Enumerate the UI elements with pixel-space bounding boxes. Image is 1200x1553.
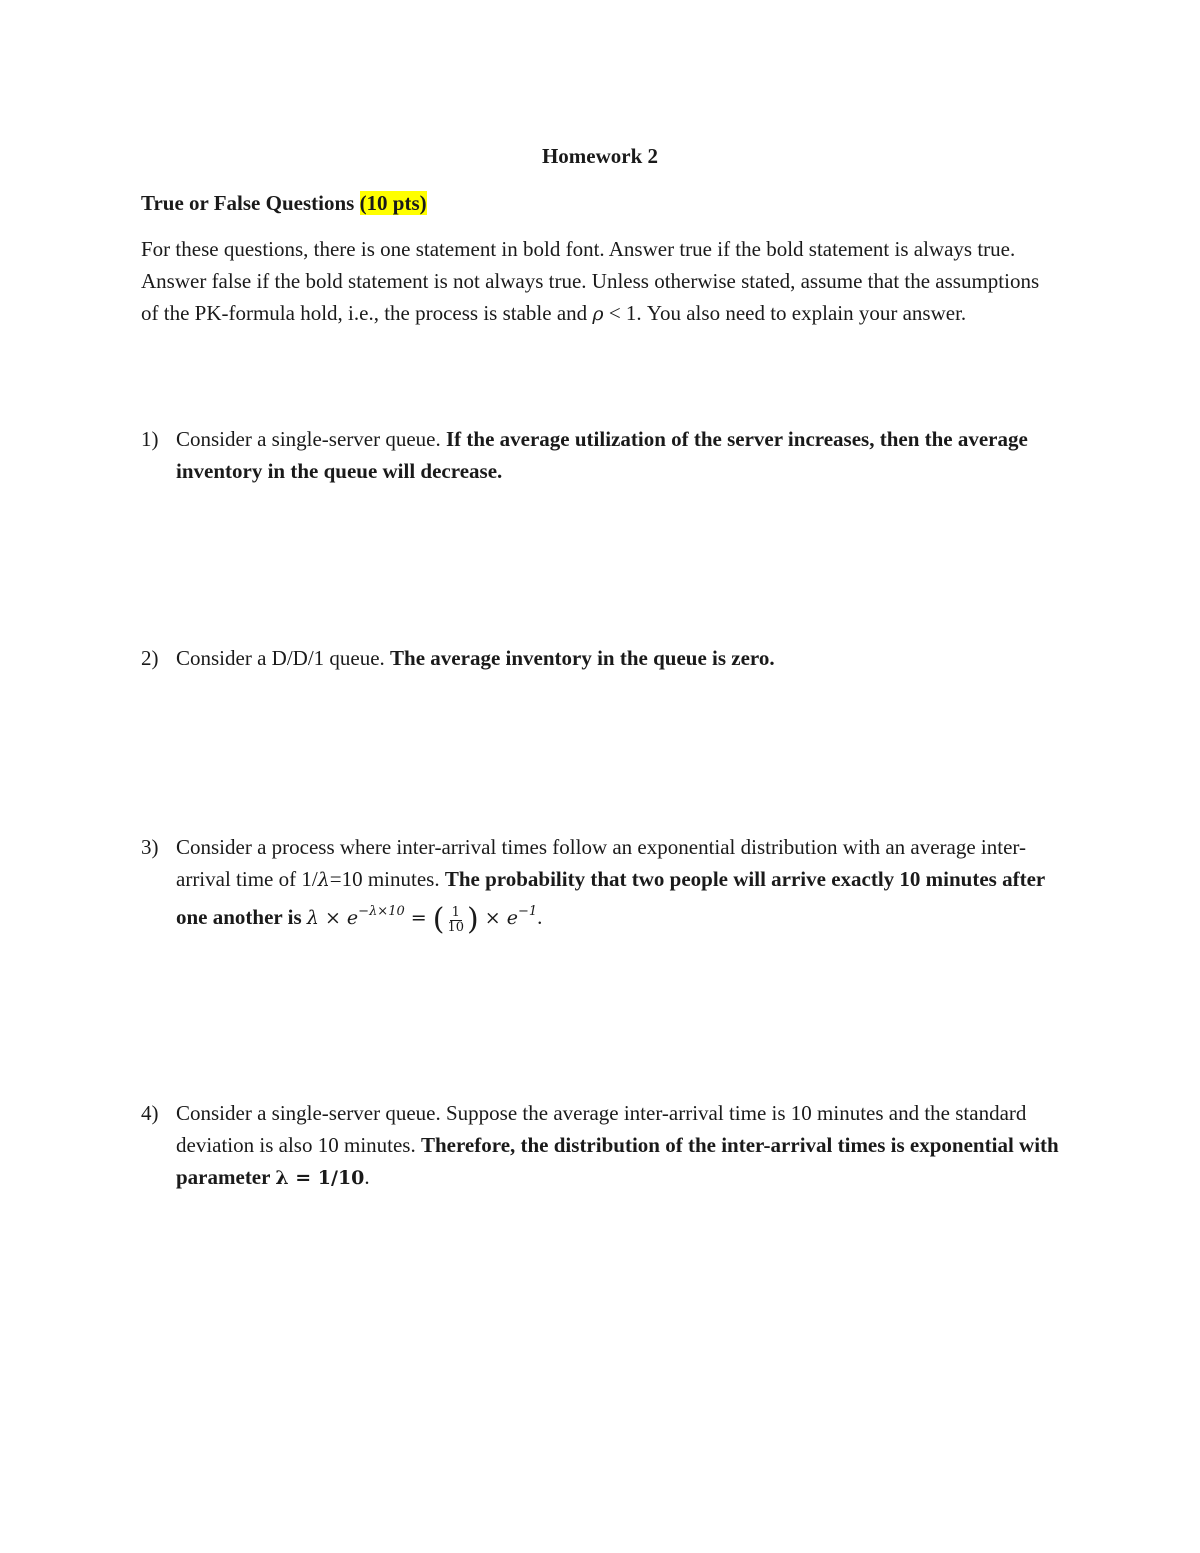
formula-equals: = xyxy=(404,907,433,929)
lambda-symbol: λ xyxy=(317,869,330,891)
question-text: Consider a D/D/1 queue. xyxy=(176,646,391,670)
page-title: Homework 2 xyxy=(541,144,659,168)
rho-condition: < 1 xyxy=(603,301,637,325)
question-number: 2) xyxy=(141,646,159,670)
formula-lhs: λ × e xyxy=(306,907,359,929)
fraction-denominator: 10 xyxy=(447,919,465,935)
section-heading-text: True or False Questions xyxy=(141,191,360,215)
question-statement: Therefore, the distribution of the inter-arrival times is exponential with parameter xyxy=(176,1133,1059,1189)
formula-exponent-2: −1 xyxy=(517,904,538,919)
question-text: Consider a process where inter-arrival times follow an exponential distribution with an average inter-arrival time of 1/ xyxy=(176,835,1026,891)
formula-exponent: −λ×10 xyxy=(358,904,405,919)
question-3 xyxy=(141,831,1066,936)
rho-symbol: ρ xyxy=(592,303,604,325)
question-text-cont: =10 minutes. xyxy=(329,867,445,891)
question-2 xyxy=(141,642,1066,674)
question-statement: The average inventory in the queue is zero. xyxy=(390,646,775,670)
left-paren: ( xyxy=(432,902,445,938)
question-1 xyxy=(141,423,1066,487)
formula-end: . xyxy=(537,905,543,929)
instructions-text-end: . You also need to explain your answer. xyxy=(636,301,967,325)
section-points: (10 pts) xyxy=(359,191,427,215)
right-paren: ) xyxy=(467,902,479,938)
section-heading xyxy=(141,187,427,219)
formula-end: . xyxy=(364,1165,370,1189)
question-text: Consider a single-server queue. Suppose the average inter-arrival time is 10 minutes and the standard deviation is also 10 minutes. xyxy=(176,1101,1027,1157)
fraction-numerator: 1 xyxy=(451,904,460,920)
instructions-text: For these questions, there is one statement in bold font. Answer true if the bold statement is always true. Answer false if the bold statement is not always true. Unless otherwise stated, assume that the assumptions of the PK-formula hold, i.e., the process is stable and xyxy=(141,237,1040,325)
instructions-paragraph xyxy=(141,233,1061,330)
parameter-formula: λ = 1/10 xyxy=(275,1167,365,1189)
question-statement: The probability that two people will arrive exactly 10 minutes after one another is xyxy=(176,867,1045,929)
question-4 xyxy=(141,1097,1066,1194)
question-number: 1) xyxy=(141,427,159,451)
question-number: 4) xyxy=(141,1101,159,1125)
formula-times: × e xyxy=(478,907,518,929)
fraction-group xyxy=(433,902,479,936)
question-statement: If the average utilization of the server increases, then the average inventory in the queue will decrease. xyxy=(176,427,1028,483)
fraction xyxy=(445,906,466,935)
question-number: 3) xyxy=(141,835,159,859)
question-text: Consider a single-server queue. xyxy=(176,427,446,451)
